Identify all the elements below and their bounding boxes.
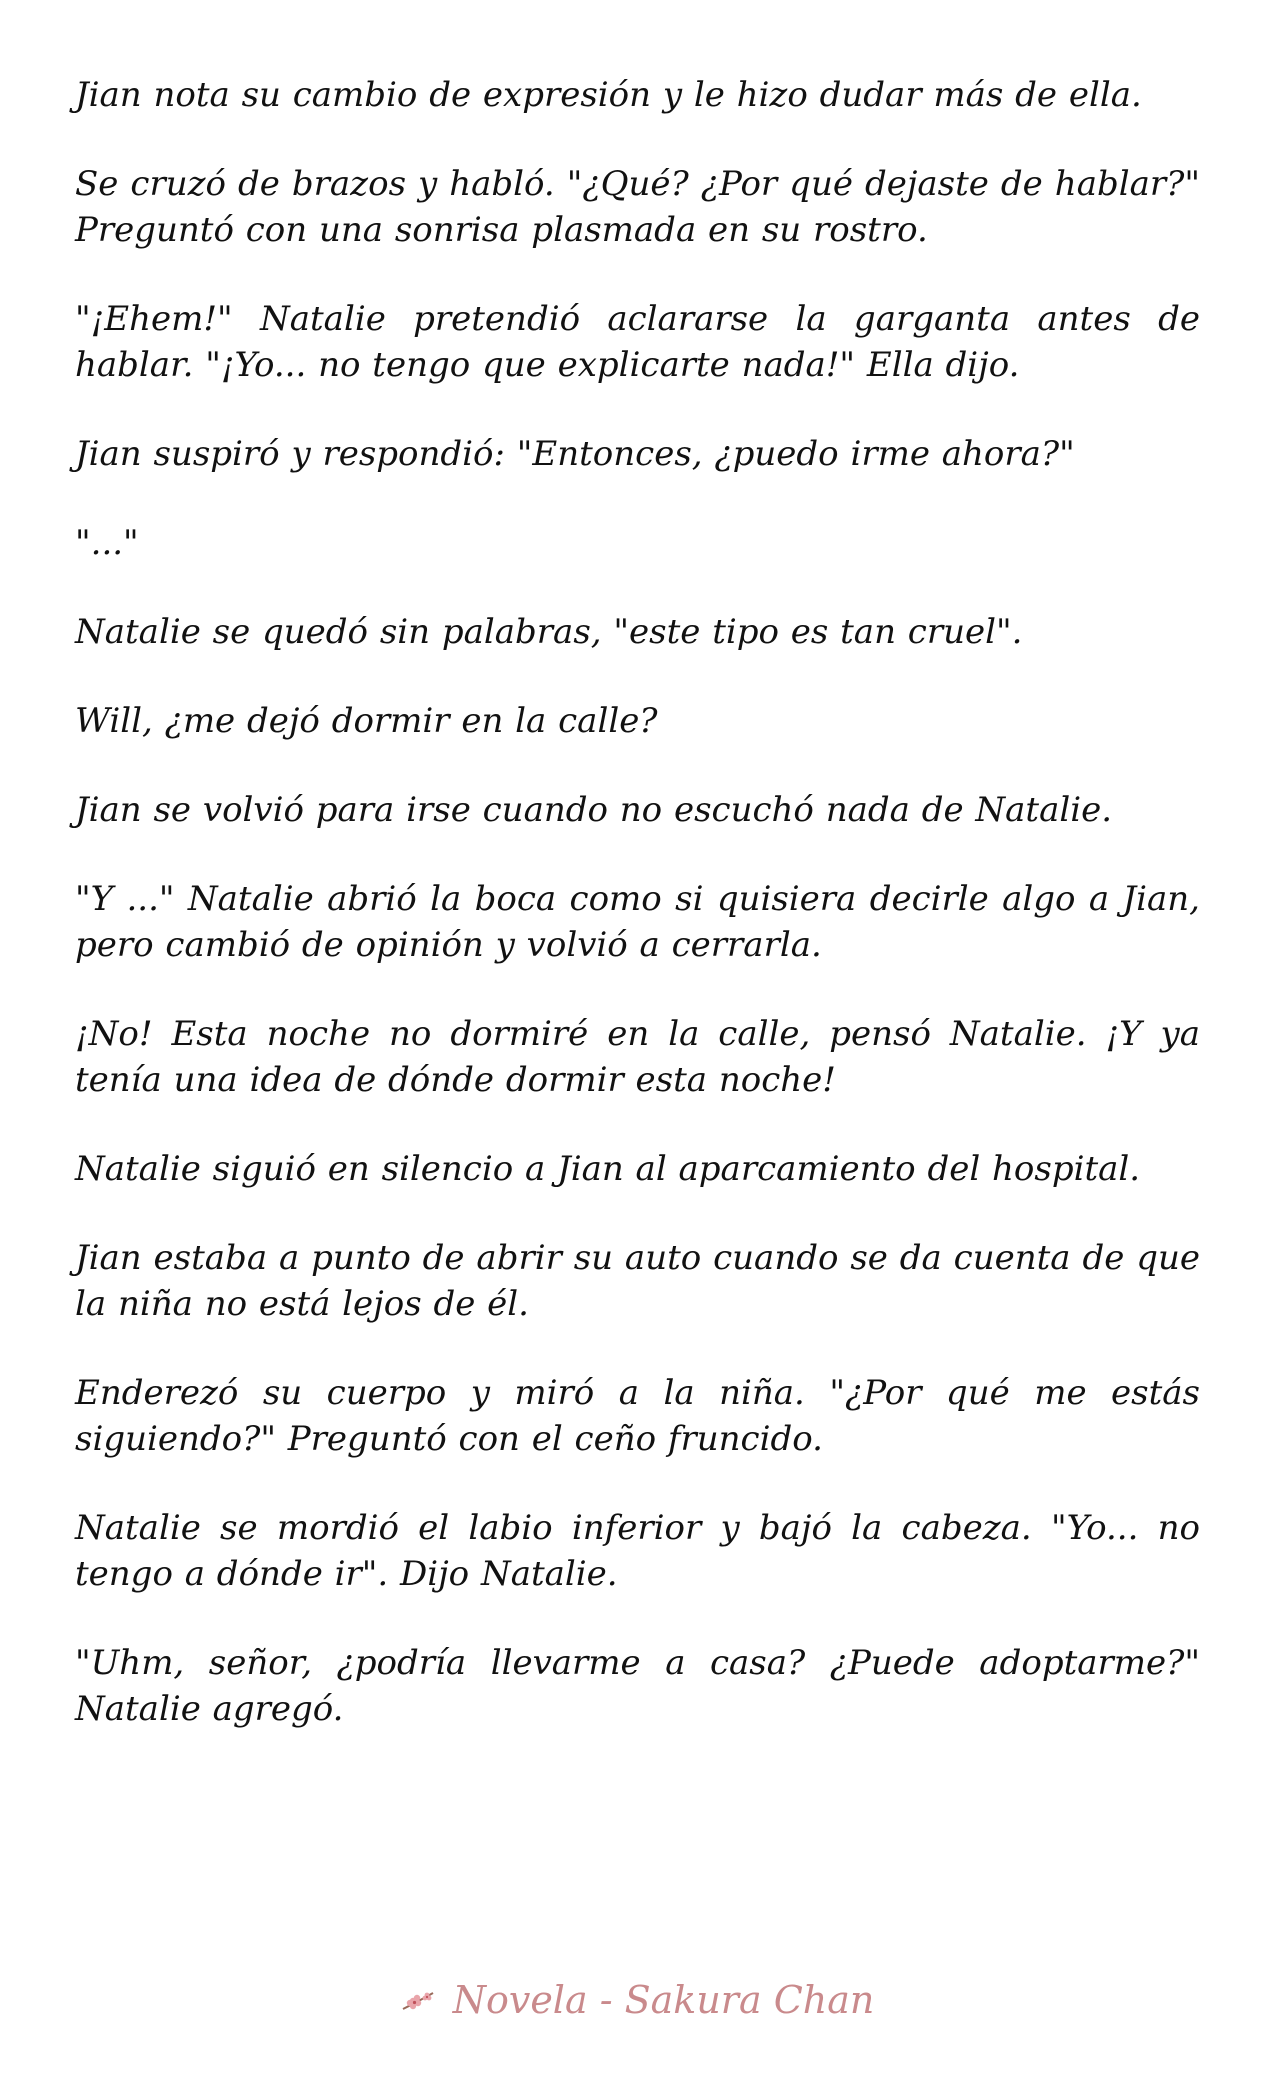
paragraph: Natalie se mordió el labio inferior y bajó la cabeza. "Yo... no tengo a dónde ir". Dijo Natalie. [75,1508,1200,1594]
paragraph: ¡No! Esta noche no dormiré en la calle, pensó Natalie. ¡Y ya tenía una idea de dónde dormir esta noche! [75,1014,1200,1100]
watermark-footer [0,1978,1275,2026]
paragraph: Jian suspiró y respondió: "Entonces, ¿puedo irme ahora?" [75,434,1075,474]
paragraph: "Uhm, señor, ¿podría llevarme a casa? ¿Puede adoptarme?" Natalie agregó. [75,1643,1200,1729]
paragraph: Will, ¿me dejó dormir en la calle? [75,701,658,741]
paragraph: "¡Ehem!" Natalie pretendió aclararse la garganta antes de hablar. "¡Yo... no tengo que explicarte nada!" Ella dijo. [75,299,1200,385]
paragraph: Se cruzó de brazos y habló. "¿Qué? ¿Por qué dejaste de hablar?" Preguntó con una sonrisa plasmada en su rostro. [75,164,1200,250]
paragraph: "..." [75,523,139,563]
paragraph: Natalie se quedó sin palabras, "este tipo es tan cruel". [75,612,1023,652]
paragraph: Natalie siguió en silencio a Jian al aparcamiento del hospital. [75,1149,1141,1189]
paragraph: Jian nota su cambio de expresión y le hizo dudar más de ella. [75,75,1142,115]
paragraph: Jian estaba a punto de abrir su auto cuando se da cuenta de que la niña no está lejos de él. [75,1238,1200,1324]
footer-label: Novela - Sakura Chan [452,1978,875,2022]
story-text [75,72,1200,1775]
paragraph: Enderezó su cuerpo y miró a la niña. "¿Por qué me estás siguiendo?" Preguntó con el ceño fruncido. [75,1373,1200,1459]
cherry-blossom-icon [401,1982,435,2026]
paragraph: "Y ..." Natalie abrió la boca como si quisiera decirle algo a Jian, pero cambió de opinión y volvió a cerrarla. [75,879,1200,965]
paragraph: Jian se volvió para irse cuando no escuchó nada de Natalie. [75,790,1113,830]
